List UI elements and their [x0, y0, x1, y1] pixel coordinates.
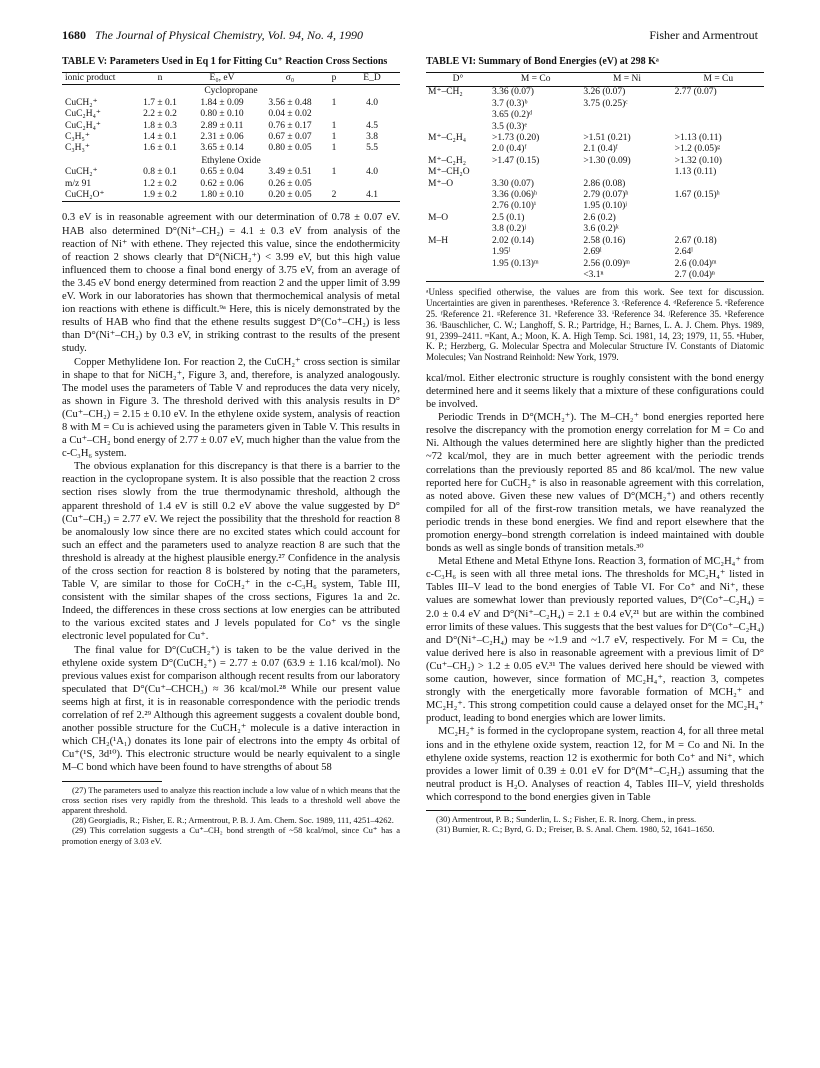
table-cell: 1.84 ± 0.09 [200, 97, 244, 108]
table-row [426, 179, 764, 213]
table-row [62, 132, 400, 143]
table-row [426, 156, 764, 167]
table6-row-label: M⁺–CH₂ [428, 87, 463, 98]
journal-citation: The Journal of Physical Chemistry, Vol. 94, No. 4, 1990 [95, 28, 363, 42]
table5-system-label: Ethylene Oxide [201, 155, 261, 166]
table-cell-value: 2.7 (0.04)ⁿ [674, 269, 715, 280]
table-cell-value: 2.6 (0.04)ᵐ [674, 258, 717, 269]
table-cell [490, 156, 581, 167]
table-cell: 0.8 ± 0.1 [143, 167, 177, 178]
table-cell [324, 179, 344, 190]
table-cell-value: 3.6 (0.2)ᵏ [583, 224, 619, 235]
table-cell: 3.8 [366, 132, 378, 143]
table-cell [490, 213, 581, 236]
left-body-text [62, 211, 400, 774]
table6-row-label: M–H [426, 236, 490, 282]
right-body-text [426, 372, 764, 804]
table-cell [673, 236, 764, 282]
table-cell [673, 213, 764, 236]
table-cell [673, 156, 764, 167]
table-cell: 0.20 ± 0.05 [256, 190, 324, 202]
table-cell: C₃H₃⁺ [65, 143, 90, 154]
table-cell [673, 133, 764, 156]
table-cell: 1.80 ± 0.10 [188, 190, 256, 202]
table-cell: 1.2 ± 0.2 [143, 178, 177, 189]
table-cell-value: 3.8 (0.2)ʲ [492, 224, 526, 235]
table6-row-label: M–O [428, 212, 449, 223]
table-cell-value [675, 213, 762, 224]
table6-row-label: M⁺–O [428, 178, 454, 189]
table-cell: 2.2 ± 0.2 [143, 109, 177, 120]
table-cell: 0.65 ± 0.04 [200, 167, 244, 178]
table-cell [581, 167, 672, 178]
table-cell-value: 1.95 (0.10)ʲ [583, 201, 627, 212]
table6-row-label: M⁺–C₂H₄ [428, 133, 467, 144]
table-cell-value: 2.0 (0.4)ᶠ [492, 144, 527, 155]
right-footnotes [426, 814, 764, 834]
table6-row-label: M⁺–CH₂O [428, 167, 470, 178]
table5-header: p [324, 73, 344, 85]
table-row [426, 167, 764, 178]
table-cell: 1.4 ± 0.1 [143, 132, 177, 143]
table6-header: D° [426, 73, 490, 87]
table-cell: 1 [331, 143, 337, 154]
table-cell-value [675, 179, 762, 190]
table-cell [581, 236, 672, 282]
table-cell-value: 2.6 (0.2) [583, 212, 616, 223]
left-footnotes [62, 785, 400, 846]
table-cell-value: >1.13 (0.11) [674, 133, 722, 144]
table-cell: 0.80 ± 0.10 [200, 109, 244, 120]
table-cell-value: 3.26 (0.07) [583, 87, 626, 98]
table-cell [673, 167, 764, 178]
table-cell: CuC₂H₄⁺ [65, 120, 101, 131]
body-paragraph: Copper Methylidene Ion. For reaction 2, the CuCH₂⁺ cross section is similar in shape to that for NiCH₂⁺, Figure 3, and, therefore, is analyzed analogously. The model uses the parameters of Table V and reproduces the data very nicely, as shown in Figure 3. The threshold derived with this analysis results in D°(Cu⁺–CH₂) = 2.15 ± 0.10 eV. In the ethylene oxide system, analysis of reaction 8 with M = Cu is achieved using the parameters given in Table V. This results in a Cu⁺–CH₂ bond energy of 2.77 ± 0.07 eV, much higher than the value from the c-C₃H₆ system. [62, 356, 400, 460]
table-cell: 0.26 ± 0.05 [268, 178, 312, 189]
table-cell-value: 2.5 (0.1) [492, 212, 525, 223]
table-cell: 1 [331, 167, 337, 178]
table-cell-value: >1.2 (0.05)ᵍ [674, 144, 721, 155]
header-left [62, 28, 363, 43]
table-cell [490, 133, 581, 156]
table5-caption: TABLE V: Parameters Used in Eq 1 for Fitting Cu⁺ Reaction Cross Sections [62, 56, 388, 67]
table-cell-value: >1.32 (0.10) [674, 155, 722, 166]
footnote: (29) This correlation suggests a Cu⁺–CH₂ bond strength of ~58 kcal/mol, since Cu⁺ has a promotion energy of 3.03 eV. [62, 825, 400, 846]
footnote-rule [426, 810, 526, 811]
table6 [426, 72, 764, 282]
table-cell-value: 2.64ˡ [674, 247, 693, 258]
table-cell [581, 133, 672, 156]
body-paragraph: kcal/mol. Either electronic structure is roughly consistent with the bond energy determined here and it seems likely that a mixture of these configurations could be involved. [426, 372, 764, 411]
table-row [62, 98, 400, 109]
table-cell-value: >1.73 (0.20) [492, 133, 540, 144]
body-paragraph: Metal Ethene and Metal Ethyne Ions. Reaction 3, formation of MC₂H₄⁺ from c-C₃H₆ is seen with all three metal ions. The thresholds for MC₂H₄⁺ listed in Tables III–V lead to the bond energies of Table VI. For Co⁺ and Ni⁺, these values are somewhat lower than previously reported values, D°(Co⁺–C₂H₄) = 2.0 ± 0.4 eV and D°(Ni⁺–C₂H₄) = 2.1 ± 0.4 eV,²¹ but are within the combined error limits of these values. This suggests that the best values for D°(Co⁺–C₂H₄) and D°(Ni⁺–C₂H₄) may be ~1.9 and ~1.7 eV, respectively. For M = Cu, the value derived here is also in reasonable agreement with a previous limit of D°(Cu⁺–CH₂) > 1.2 ± 0.05 eV.³¹ The values derived here should be viewed with some caution, however, since formation of MC₂H₄⁺, reaction 3, competes strongly with the energetically more favorable formation of MCH₂⁺ and MC₂H₂⁺. This strong competition could cause a delayed onset for the MC₂H₄⁺ product, leading to bond energies which are lower limits. [426, 556, 764, 725]
table-cell-value: 3.75 (0.25)ᶜ [583, 98, 628, 109]
table5-header: E_D [344, 73, 400, 85]
table-cell-value: 2.02 (0.14) [492, 235, 534, 246]
table-cell [324, 109, 344, 120]
table-cell-value: 1.13 (0.11) [674, 167, 717, 178]
body-paragraph: 0.3 eV is in reasonable agreement with our determination of 0.78 ± 0.07 eV. HAB also determined D°(Ni⁺–CH₂) = 4.1 ± 0.3 eV from analysis of the reaction of Ni⁺ with ethene. They rejected this value, since the endothermicity of reaction 2 shows clearly that D°(NiCH₂⁺) < 3.99 eV, but this high value influenced them to choose a final bond energy of 3.75 eV, from an average of the 3.45 eV bond energy determined from reaction 2 and the upper limit of 3.99 eV. Work in our laboratories has shown that thermochemical analysis of metal ion reactions with ethene is difficult.⁹ᵃ Here, this is nicely demonstrated by the results of HAB who find that the ethene results suggest D°(Co⁺–CH₂) is less than D°(Ni⁺–CH₂) by 0.3 eV, in striking contrast to the results of the present study. [62, 212, 400, 355]
table-cell: 4.0 [366, 97, 378, 108]
body-paragraph: MC₂H₂⁺ is formed in the cyclopropane system, reaction 4, for all three metal ions and in the ethylene oxide system, reaction 12, for M = Co and Ni. In the ethylene oxide systems, reaction 12 is exothermic for both Co⁺ and Ni⁺, which provides a lower limit of 0.39 ± 0.01 eV for D°(M⁺–C₂H₂) assuming that the neutral product is H₂O. Analyses of reaction 4, Tables III–V, yield thresholds which correspond to the bond energies given in Table [426, 726, 764, 803]
table-cell: 1.8 ± 0.3 [143, 120, 177, 131]
table-cell [344, 109, 400, 120]
table-cell [490, 236, 581, 282]
table6-row-label: M⁺–C₂H₂ [428, 155, 467, 166]
table-cell: 0.76 ± 0.17 [268, 120, 312, 131]
table5 [62, 72, 400, 202]
table-row [62, 167, 400, 178]
table-row [426, 133, 764, 156]
table-cell [344, 179, 400, 190]
table-cell-value: 1.67 (0.15)ʰ [674, 190, 720, 201]
body-paragraph: The final value for D°(CuCH₂⁺) is taken to be the value derived in the ethylene oxide system D°(CuCH₂⁺) = 2.77 ± 0.07 (63.9 ± 1.16 kcal/mol). No previous values exist for comparison although recent results from our laboratory speculated that D°(Cu⁺–CHCH₃) ≈ 36 kcal/mol.²⁸ While our present value seems high at first, it is in reasonable correspondence with the periodic trends correlation of ref 2.²⁹ Although this agreement suggests a covalent double bond, another possible structure for the CuCH₂⁺ molecule is a dative interaction in which CH₂(¹A₁) donates its lone pair of electrons into the empty 4s orbital of Cu⁺(¹S, 3d¹⁰). This electronic structure would be nearly equivalent to a single M–C bond which have been found to have strengths of about 58 [62, 644, 400, 774]
table-cell-value: 1.95ˡ [492, 247, 511, 258]
table-row [62, 109, 400, 120]
table6-header: M = Co [490, 73, 581, 87]
table-cell-value [583, 167, 670, 178]
table6-header: M = Ni [581, 73, 672, 87]
running-header [62, 28, 758, 44]
table-row [62, 190, 400, 202]
table-cell-value: >1.30 (0.09) [583, 155, 631, 166]
table-cell: 4.1 [344, 190, 400, 202]
table-cell: 0.80 ± 0.05 [268, 143, 312, 154]
table-cell [581, 156, 672, 167]
table-cell-value: >1.51 (0.21) [583, 133, 631, 144]
table-cell-value: 2.67 (0.18) [674, 235, 717, 246]
footnote: (30) Armentrout, P. B.; Sunderlin, L. S.; Fisher, E. R. Inorg. Chem., in press. [436, 813, 697, 824]
table-cell-value: 3.65 (0.2)ᵈ [492, 110, 533, 121]
table-cell: 2.89 ± 0.11 [200, 120, 244, 131]
table-cell: 0.04 ± 0.02 [268, 109, 312, 120]
table5-header: σ₀ [256, 73, 324, 85]
footnote: (31) Burnier, R. C.; Byrd, G. D.; Freiser, B. S. Anal. Chem. 1980, 52, 1641–1650. [436, 824, 715, 835]
table-row [426, 87, 764, 133]
table-row [62, 121, 400, 132]
table5-header: ionic product [62, 73, 132, 85]
table-cell [490, 167, 581, 178]
table5-header: n [132, 73, 188, 85]
table-cell: 3.49 ± 0.51 [268, 167, 312, 178]
table-cell-value: >1.47 (0.15) [492, 155, 540, 166]
table-cell-value: <3.1ⁿ [583, 269, 604, 280]
table-cell: 1 [331, 97, 337, 108]
table-cell: CuCH₂O⁺ [62, 190, 132, 202]
page-number: 1680 [62, 28, 86, 42]
footnote-rule [62, 781, 162, 782]
table-cell [490, 179, 581, 213]
table-cell-value: 2.79 (0.07)ʰ [583, 190, 629, 201]
body-paragraph: Periodic Trends in D°(MCH₂⁺). The M–CH₂⁺ bond energies reported here resolve the discrepancy with the promotion energy correlation for M = Co and Ni. Although the values determined here are slightly higher than the predicted ~72 kcal/mol, they are in much better agreement with the periodic trends correlations than the previously reported 85 and 86 kcal/mol. The new value reported here for CuCH₂⁺ is also in reasonable agreement with this correlation, as noted above. Given these new values of D°(MCH₂⁺) and others recently compiled for all of the first-row transition metals, we have reanalyzed the periodic trends in these bond energies. We find and report elsewhere that the promotion energy–bond strength correlation is indeed maintained with double bonds as well as single bonds of transition metals.³⁰ [426, 412, 764, 555]
table-cell [490, 87, 581, 133]
table-cell [673, 87, 764, 133]
table5-header: E₀, eV [188, 73, 256, 85]
table-cell [581, 213, 672, 236]
table-row [426, 213, 764, 236]
table-cell-value: 2.76 (0.10)ⁱ [492, 201, 536, 212]
table-cell-value: 3.7 (0.3)ᵇ [492, 98, 528, 109]
table-cell: 2 [324, 190, 344, 202]
table-cell-value: 2.1 (0.4)ᶠ [583, 144, 618, 155]
table6-header: M = Cu [673, 73, 764, 87]
table-cell: 3.56 ± 0.48 [268, 97, 312, 108]
table-cell-value: 3.5 (0.3)ᵉ [492, 121, 527, 132]
table-cell: CuC₂H₄⁺ [65, 109, 101, 120]
table-cell-value: 2.58 (0.16) [583, 235, 626, 246]
table-cell-value [492, 167, 579, 178]
table-cell: 1.6 ± 0.1 [143, 143, 177, 154]
table-cell: 1.7 ± 0.1 [143, 97, 177, 108]
footnote: (28) Georgiadis, R.; Fisher, E. R.; Armentrout, P. B. J. Am. Chem. Soc. 1989, 111, 4251–4262. [72, 815, 394, 826]
table-cell: CuCH₂⁺ [65, 167, 98, 178]
table-cell: 4.5 [366, 120, 378, 131]
header-authors: Fisher and Armentrout [649, 28, 758, 42]
table6-caption: TABLE VI: Summary of Bond Energies (eV) at 298 Kᵃ [426, 56, 659, 67]
table-cell: 4.0 [366, 167, 378, 178]
table-cell-value: 3.30 (0.07) [492, 178, 534, 189]
body-paragraph: The obvious explanation for this discrepancy is that there is a barrier to the reaction in the cyclopropane system. It is also possible that the reaction 2 cross section rises slowly from the true thermodynamic threshold, although the apparent threshold of 1.4 eV is still 0.2 eV above the value suggested by D°(Cu⁺–CH₂) = 2.77 eV. We reject the possibility that the threshold for reaction 8 be anomalously low since there are no excited states which could account for such an effect and the parameters used to analyze reaction 8 are such that the threshold is already at the highest plausible energy.²⁷ Confidence in the analysis of the cross section for reaction 8 is bolstered by noting that the parameters, Table V, are similar to those for CoCH₂⁺ in the c-C₃H₆ system, Table III, consistent with the similar shapes of the cross sections, Figures 1a and 2c. Indeed, the differences in these cross sections at low energies can be attributed to the various excited states and J levels populated for Co⁺ vs the single electronic level populated for Cu⁺. [62, 461, 400, 643]
table-cell-value: 2.86 (0.08) [583, 178, 626, 189]
table-cell: 0.67 ± 0.07 [268, 132, 312, 143]
table-cell: 0.62 ± 0.06 [200, 178, 244, 189]
table-cell-value: 2.69ˡ [583, 247, 602, 258]
right-column [426, 56, 764, 834]
table-cell: C₃H₅⁺ [65, 132, 90, 143]
table-cell: 1 [331, 132, 337, 143]
table5-body [62, 85, 400, 202]
table-cell [673, 179, 764, 213]
table-cell [581, 87, 672, 133]
table-cell-value: 2.77 (0.07) [674, 87, 717, 98]
table-cell: 1.9 ± 0.2 [132, 190, 188, 202]
table5-system-label: Cyclopropane [204, 86, 258, 97]
table-cell-value: 2.56 (0.09)ᵐ [583, 258, 630, 269]
table-cell: 1 [331, 120, 337, 131]
table-row [426, 236, 764, 282]
footnote: (27) The parameters used to analyze this reaction include a low value of n which means that the cross section rises very rapidly from the threshold. This leads to a threshold well above the apparent threshold. [62, 784, 400, 815]
table-cell: CuCH₂⁺ [65, 97, 98, 108]
left-column [62, 56, 400, 846]
table-cell: 3.65 ± 0.14 [200, 143, 244, 154]
table6-notes: ᵃUnless specified otherwise, the values are from this work. See text for discussion. Uncertainties are given in parentheses. ᵇReference 3. ᶜReference 4. ᵈReference 5. ᵉReference 25. ᶠReference 21. ᵍReference 31. ʰReference 33. ⁱReference 34. ʲReference 35. ᵏReference 36. ˡBauschlicher, C. W.; Langhoff, S. R.; Partridge, H.; Barnes, L. A. J. Chem. Phys. 1989, 91, 2399–2411. ᵐKant, A.; Moon, K. A. High Temp. Sci. 1981, 14, 23; 1979, 11, 55. ⁿHuber, K. P.; Herzberg, G. Molecular Spectra and Molecular Structure IV. Constants of Diatomic Molecules; Van Nostrand Reinhold: New York, 1979. [426, 287, 764, 363]
table-row [62, 143, 400, 154]
table-cell: m/z 91 [65, 178, 92, 189]
table6-body [426, 87, 764, 282]
table-cell-value: 3.36 (0.06)ʰ [492, 190, 538, 201]
table-cell: 2.31 ± 0.06 [200, 132, 244, 143]
table-row [62, 179, 400, 190]
table-cell [581, 179, 672, 213]
table-cell-value: 1.95 (0.13)ᵐ [492, 258, 539, 269]
table-cell-value: 3.36 (0.07) [492, 87, 534, 98]
table-cell: 5.5 [366, 143, 378, 154]
